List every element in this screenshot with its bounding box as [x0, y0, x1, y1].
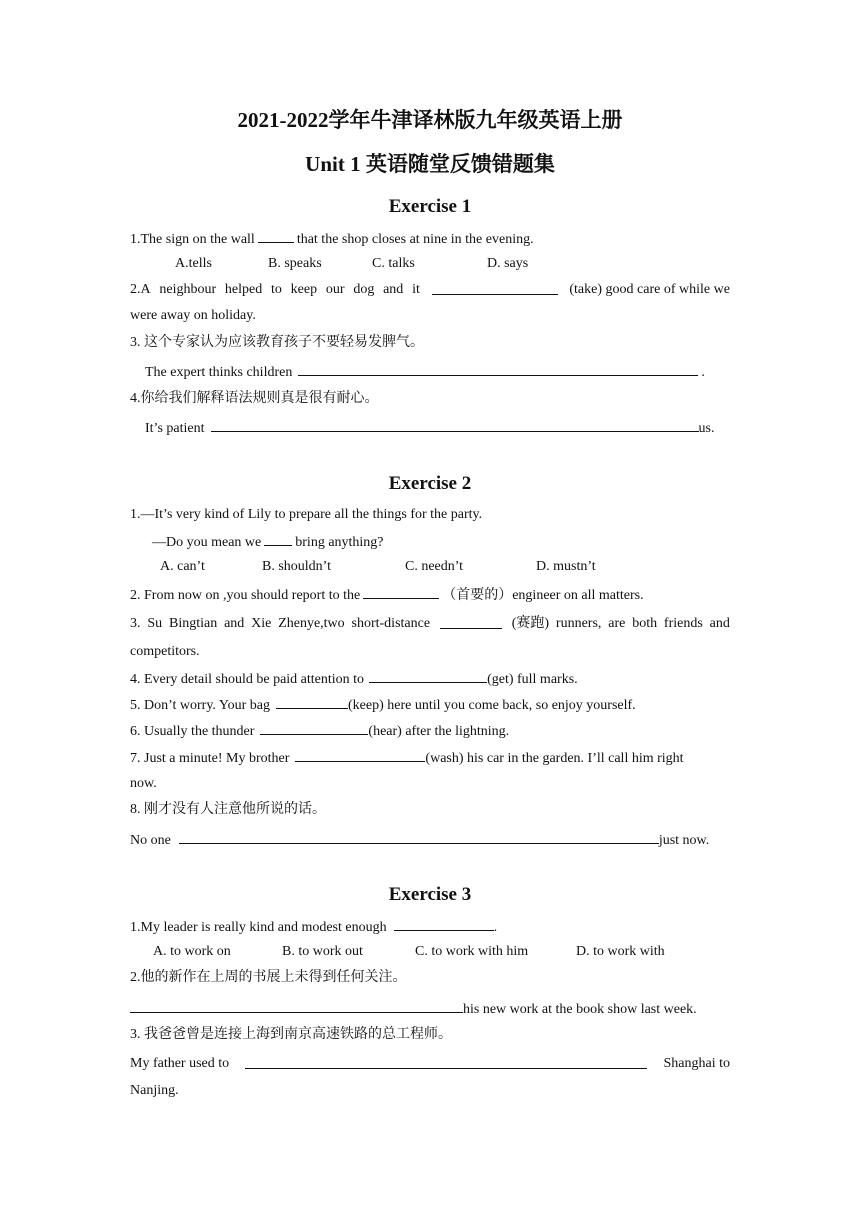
ex1-q1-option-a: A.tells [175, 256, 212, 271]
ex2-q3-word: and [709, 616, 730, 631]
ex3-q2-answer-blank[interactable] [130, 999, 463, 1013]
ex1-question-2 [130, 281, 730, 299]
ex2-q6-text-a: 6. Usually the thunder [130, 724, 255, 739]
ex3-q1-option-a: A. to work on [153, 944, 231, 959]
ex1-q4-end: us. [698, 421, 715, 436]
ex2-q1-option-d: D. mustn’t [536, 559, 596, 574]
ex2-q4-answer-blank[interactable] [369, 669, 487, 683]
ex1-q1-option-b: B. speaks [268, 256, 322, 271]
ex1-q2-word: neighbour [159, 282, 217, 297]
exercise-1-heading: Exercise 1 [388, 196, 472, 217]
ex2-question-8 [130, 830, 709, 850]
ex2-question-7 [130, 748, 684, 768]
ex2-question-5 [130, 695, 636, 715]
ex2-q7-answer-blank[interactable] [295, 748, 425, 762]
ex1-q1-text-b: that the shop closes at nine in the evening. [296, 232, 534, 247]
ex3-question-2 [130, 999, 697, 1019]
ex2-q3-line-2: competitors. [130, 644, 200, 659]
ex2-q2-text-b: （首要的）engineer on all matters. [442, 588, 644, 603]
ex1-q3-chinese: 3. 这个专家认为应该教育孩子不要轻易发脾气。 [130, 335, 424, 350]
ex2-q3-word: (赛跑) [511, 616, 550, 631]
ex1-q2-answer-blank[interactable] [432, 281, 558, 295]
ex2-q8-answer-blank[interactable] [179, 830, 659, 844]
ex1-q3-end: . [701, 365, 705, 380]
ex2-q3-word: Zhenye,two [278, 616, 345, 631]
ex2-q2-answer-blank[interactable] [363, 585, 439, 599]
ex2-q3-word: are [608, 616, 626, 631]
ex2-q3-word: Su [147, 616, 163, 631]
exercise-2-heading: Exercise 2 [388, 473, 472, 494]
ex1-question-3 [145, 362, 705, 382]
ex1-q2-text-tail: (take) good care of while we [569, 282, 730, 297]
ex1-question-1 [130, 229, 534, 249]
ex1-question-4 [145, 418, 714, 438]
ex2-q2-text-a: 2. From now on ,you should report to the [130, 588, 361, 603]
ex2-q7-text-a: 7. Just a minute! My brother [130, 751, 290, 766]
ex3-q3-text-b: Shanghai to [663, 1056, 730, 1071]
document-title: 2021-2022学年牛津译林版九年级英语上册 [237, 108, 623, 132]
ex2-q3-word: Xie [251, 616, 272, 631]
ex3-q1-option-d: D. to work with [576, 944, 665, 959]
ex2-q3-word: Bingtian [168, 616, 218, 631]
ex3-question-1 [130, 917, 497, 937]
ex1-q4-answer-blank[interactable] [211, 418, 699, 432]
ex1-q2-word: and [383, 282, 404, 297]
ex3-q3-text-a: My father used to [130, 1056, 230, 1071]
ex1-q2-word: keep [290, 282, 318, 297]
ex2-q1-line-2 [152, 532, 384, 552]
ex1-q2-line-2: were away on holiday. [130, 308, 256, 323]
ex2-q3-answer-blank[interactable] [440, 615, 502, 629]
ex1-q2-word: to [271, 282, 282, 297]
exercise-3-heading: Exercise 3 [388, 884, 472, 905]
ex3-q2-chinese: 2.他的新作在上周的书展上未得到任何关注。 [130, 970, 407, 985]
ex2-q3-word: 3. [130, 616, 141, 631]
ex2-q1-option-c: C. needn’t [405, 559, 464, 574]
ex3-q1-option-c: C. to work with him [415, 944, 529, 959]
ex2-question-4 [130, 669, 578, 689]
ex1-q3-text: The expert thinks children [145, 365, 293, 380]
ex3-q2-text-b: his new work at the book show last week. [463, 1002, 697, 1017]
ex1-q4-text: It’s patient [145, 421, 205, 436]
ex2-q1-line-1: 1.—It’s very kind of Lily to prepare all the things for the party. [130, 507, 483, 522]
ex1-q2-word: it [412, 282, 420, 297]
ex2-q1-text-a: —Do you mean we [152, 535, 262, 550]
ex3-q1-text-a: 1.My leader is really kind and modest enough [130, 920, 387, 935]
ex1-q2-word: helped [224, 282, 263, 297]
ex2-q6-text-b: (hear) after the lightning. [368, 724, 510, 739]
ex3-q3-chinese: 3. 我爸爸曾是连接上海到南京高速铁路的总工程师。 [130, 1027, 452, 1042]
ex2-q7-line-2: now. [130, 776, 157, 791]
ex1-q1-option-d: D. says [487, 256, 529, 271]
ex3-q1-answer-blank[interactable] [394, 917, 494, 931]
ex2-q8-text-a: No one [130, 833, 171, 848]
ex2-question-3 [130, 615, 730, 633]
ex2-q5-text-a: 5. Don’t worry. Your bag [130, 698, 270, 713]
ex2-q3-word: short-distance [351, 616, 431, 631]
ex1-q1-text-a: 1.The sign on the wall [130, 232, 255, 247]
ex2-q3-word: both [632, 616, 658, 631]
ex3-q1-option-b: B. to work out [282, 944, 363, 959]
ex2-q8-chinese: 8. 刚才没有人注意他所说的话。 [130, 802, 326, 817]
ex2-q4-text-b: (get) full marks. [487, 672, 578, 687]
ex2-q1-option-b: B. shouldn’t [262, 559, 331, 574]
ex2-q3-word: runners, [555, 616, 602, 631]
ex2-q3-word: and [224, 616, 245, 631]
ex2-q6-answer-blank[interactable] [260, 721, 368, 735]
ex3-q1-text-b: . [493, 920, 498, 935]
ex2-q1-option-a: A. can’t [160, 559, 205, 574]
ex2-q7-text-b: (wash) his car in the garden. I’ll call him right [425, 751, 684, 766]
ex2-q8-text-b: just now. [658, 833, 710, 848]
ex2-q1-text-b: bring anything? [295, 535, 384, 550]
ex3-q3-line-2: Nanjing. [130, 1083, 179, 1098]
ex1-q2-word: our [325, 282, 345, 297]
ex2-question-2 [130, 585, 644, 605]
ex2-question-6 [130, 721, 509, 741]
ex1-q2-word: 2.A [130, 282, 151, 297]
ex2-q1-answer-blank[interactable] [264, 532, 292, 546]
ex2-q5-answer-blank[interactable] [276, 695, 348, 709]
ex2-q5-text-b: (keep) here until you come back, so enjoy yourself. [348, 698, 636, 713]
ex3-q3-answer-blank[interactable] [245, 1055, 647, 1069]
ex1-q1-option-c: C. talks [372, 256, 415, 271]
ex3-question-3 [130, 1055, 730, 1073]
ex1-q4-chinese: 4.你给我们解释语法规则真是很有耐心。 [130, 391, 379, 406]
ex1-q2-word: dog [353, 282, 375, 297]
document-subtitle: Unit 1 英语随堂反馈错题集 [305, 152, 555, 176]
ex2-q3-word: friends [663, 616, 703, 631]
ex2-q4-text-a: 4. Every detail should be paid attention to [130, 672, 365, 687]
ex1-q1-answer-blank[interactable] [258, 229, 294, 243]
ex1-q3-answer-blank[interactable] [298, 362, 698, 376]
